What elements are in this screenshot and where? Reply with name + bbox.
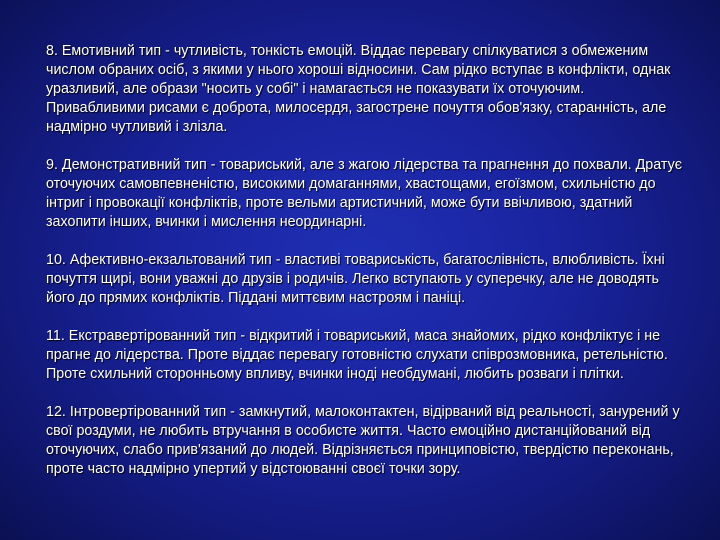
paragraph-demonstrative-type: 9. Демонстративний тип - товариський, але з жагою лідерства та прагнення до похвали. Дратує оточуючих самовпевненістю, високими домаганнями, хвастощами, егоїзмом, схильністю до інтриг і провокації конфліктів, проте вельми артистичний, може бути ввічливою, здатний захопити інших, вчинки і мислення неординарні.: [46, 157, 683, 230]
paragraph-extraverted-type: 11. Екстравертірованний тип - відкритий і товариський, маса знайомих, рідко конфліктує і не прагне до лідерства. Проте віддає перевагу готовністю слухати співрозмовника, ретельністю. Проте схильний сторонньому впливу, вчинки іноді необдумані, любить розваги і плітки.: [46, 328, 668, 382]
paragraph-emotive-type: 8. Емотивний тип - чутливість, тонкість емоцій. Віддає перевагу спілкуватися з обмеженим числом обраних осіб, з якими у нього хороші відносини. Сам рідко вступає в конфлікти, однак уразливий, але образи "носить у собі" і намагається не показувати їх оточуючим. Привабливими рисами є доброта, милосердя, загострене почуття обов'язку, старанність, але надмірно чутливий і злізла.: [46, 43, 671, 135]
paragraph-affective-exalted-type: 10. Афективно-екзальтований тип - властиві товариськість, багатослівність, влюбливість. Їхні почуття щирі, вони уважні до друзів і родичів. Легко вступають у суперечку, але не доводять його до прямих конфліктів. Піддані миттєвим настроям і паніці.: [46, 252, 665, 306]
slide-body: [46, 42, 686, 498]
paragraph-introverted-type: 12. Інтровертірованний тип - замкнутий, малоконтактен, відірваний від реальності, занурений у свої роздуми, не любить втручання в особисте життя. Часто емоційно дистанційований від оточуючих, слабо прив'язаний до людей. Відрізняється принциповістю, твердістю переконань, проте часто надмірно упертий у відстоюванні своєї точки зору.: [46, 404, 680, 477]
